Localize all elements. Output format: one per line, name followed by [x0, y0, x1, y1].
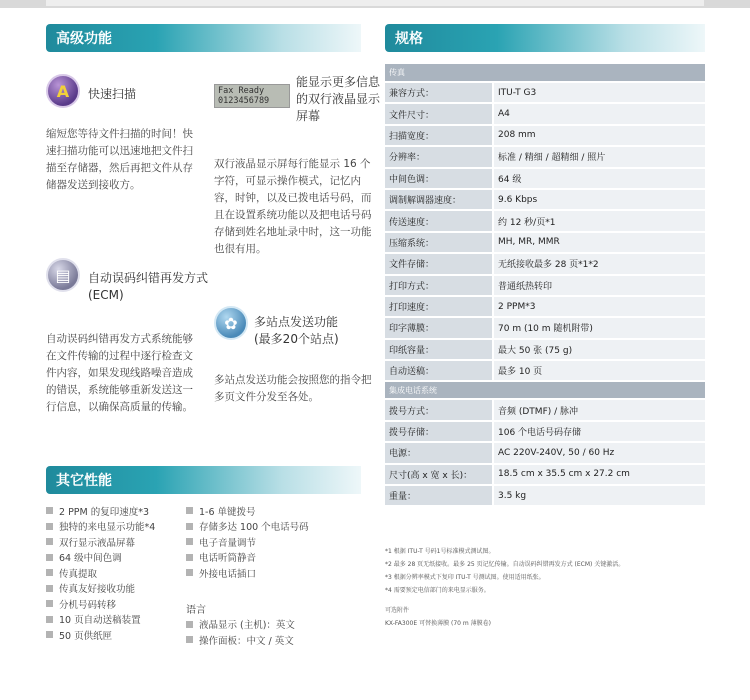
specifications-title: 规格 — [395, 31, 423, 47]
list-item: 双行显示液晶屏幕 — [46, 534, 155, 550]
square-bullet-icon — [46, 538, 53, 545]
table-row: 重量： 3.5 kg — [385, 485, 705, 506]
specifications-header — [385, 24, 705, 52]
footnote: *4 需要预定电信部门的来电显示服务。 — [385, 587, 490, 594]
list-item: 64 级中间色调 — [46, 550, 155, 566]
top-border — [0, 0, 750, 8]
table-row: 尺寸(高 x 宽 x 长)： 18.5 cm x 35.5 cm x 27.2 cm — [385, 464, 705, 485]
square-bullet-icon — [46, 569, 53, 576]
lcd-body: 双行液晶显示屏每行能显示 16 个 字符，可显示操作模式，记忆内 容，时钟，以及已拨电话号码，而 且在设置系统功能以及把电话号码 存储到姓名地址录中时，这一功能 也很有用。 — [214, 158, 372, 255]
list-item: 10 页自动送稿装置 — [46, 612, 155, 628]
lcd-screen-image: Fax Ready 0123456789 — [214, 84, 290, 108]
table-row: 自动送稿： 最多 10 页 — [385, 360, 705, 381]
square-bullet-icon — [186, 636, 193, 643]
top-border-inner — [46, 0, 704, 6]
other-features-title: 其它性能 — [56, 473, 112, 489]
table-row: 打印方式： 普通纸热转印 — [385, 275, 705, 296]
table-row: 调制解调器速度： 9.6 Kbps — [385, 189, 705, 210]
list-item: 电子音量调节 — [186, 534, 309, 550]
list-item: 传真友好接收功能 — [46, 581, 155, 597]
square-bullet-icon — [186, 569, 193, 576]
square-bullet-icon — [186, 523, 193, 530]
square-bullet-icon — [46, 554, 53, 561]
list-item: 独特的来电显示功能*4 — [46, 519, 155, 535]
spec-table — [385, 64, 705, 507]
other-features-list-2 — [186, 503, 309, 648]
list-item: 2 PPM 的复印速度*3 — [46, 503, 155, 519]
other-features-list-1 — [46, 503, 155, 643]
ecm-title: 自动误码纠错再发方式 (ECM) — [88, 271, 209, 302]
list-item: 操作面板：中文 / 英文 — [186, 632, 309, 648]
a-letter-icon: A — [46, 74, 80, 108]
list-item: 外接电话插口 — [186, 565, 309, 581]
language-title: 语言 — [186, 604, 206, 616]
table-row: 扫描宽度： 208 mm — [385, 125, 705, 146]
advanced-features-title: 高级功能 — [56, 31, 112, 47]
list-item: 传真提取 — [46, 565, 155, 581]
list-item: 1-6 单键拨号 — [186, 503, 309, 519]
square-bullet-icon — [46, 523, 53, 530]
square-bullet-icon — [46, 585, 53, 592]
spec-footnotes — [385, 545, 705, 630]
list-item: 液晶显示 (主机)：英文 — [186, 617, 309, 633]
multi-station-body: 多站点发送功能会按照您的指令把 多页文件分发至各处。 — [214, 374, 372, 403]
table-row: 打印速度： 2 PPM*3 — [385, 296, 705, 317]
square-bullet-icon — [46, 507, 53, 514]
list-item: 存储多达 100 个电话号码 — [186, 519, 309, 535]
quick-scan-body: 缩短您等待文件扫描的时间！快 速扫描功能可以迅速地把文件扫 描至存储器，然后再把文件从存 储器发送到接收方。 — [46, 128, 193, 191]
table-row: 压缩系统： MH, MR, MMR — [385, 232, 705, 253]
document-pages-icon: ▤ — [46, 258, 80, 292]
table-row: 分辨率： 标准 / 精细 / 超精细 / 照片 — [385, 146, 705, 167]
ecm-body: 自动误码纠错再发方式系统能够 在文件传输的过程中逐行检查文 件内容，如果发现线路噪音造成 的错误，系统能够重新发送这一 行信息，以确保高质量的传输。 — [46, 333, 193, 413]
list-item: 电话听筒静音 — [186, 550, 309, 566]
square-bullet-icon — [46, 600, 53, 607]
square-bullet-icon — [186, 621, 193, 628]
quick-scan-title: 快速扫描 — [88, 87, 137, 101]
footnote: *3 根据分辨率模式下复印 ITU-T 号测试图。使用适用纸张。 — [385, 574, 545, 581]
footnote: *1 根据 ITU-T 号码1号标准模式测试图。 — [385, 548, 495, 555]
table-row: 文件存储： 无纸接收最多 28 页*1*2 — [385, 253, 705, 274]
fan-out-icon: ✿ — [214, 306, 248, 340]
square-bullet-icon — [186, 538, 193, 545]
table-row: 拨号方式： 音频 (DTMF) / 脉冲 — [385, 399, 705, 420]
square-bullet-icon — [186, 507, 193, 514]
table-row: 拨号存储： 106 个电话号码存储 — [385, 421, 705, 442]
lcd-title: 能显示更多信息 的双行液晶显示 屏幕 — [296, 75, 381, 123]
table-row: 电源： AC 220V-240V, 50 / 60 Hz — [385, 442, 705, 463]
table-row: 印纸容量： 最大 50 张 (75 g) — [385, 339, 705, 360]
table-row: 中间色调： 64 级 — [385, 168, 705, 189]
table-row: 传送速度： 约 12 秒/页*1 — [385, 210, 705, 231]
multi-station-title: 多站点发送功能 (最多20个站点) — [254, 315, 339, 346]
table-row: 文件尺寸： A4 — [385, 103, 705, 124]
list-item: 分机号码转移 — [46, 596, 155, 612]
square-bullet-icon — [186, 554, 193, 561]
table-row: 兼容方式： ITU-T G3 — [385, 82, 705, 103]
footnote: *2 最多 28 页无纸接收。最多 25 页记忆传输。自动误码纠错再发方式 (ECM) 关键激活。 — [385, 561, 625, 568]
square-bullet-icon — [46, 631, 53, 638]
spec-group-phone: 集成电话系统 — [385, 381, 705, 399]
list-item: 50 页供纸匣 — [46, 627, 155, 643]
square-bullet-icon — [46, 616, 53, 623]
advanced-features-header — [46, 24, 361, 52]
spec-group-fax: 传真 — [385, 64, 705, 82]
table-row: 印字薄膜： 70 m (10 m 随机附带) — [385, 317, 705, 338]
option-item: KX-FA300E 可替换薄膜 (70 m 薄膜卷) — [385, 620, 491, 627]
other-features-header — [46, 466, 361, 494]
option-title: 可选附件 — [385, 607, 410, 614]
